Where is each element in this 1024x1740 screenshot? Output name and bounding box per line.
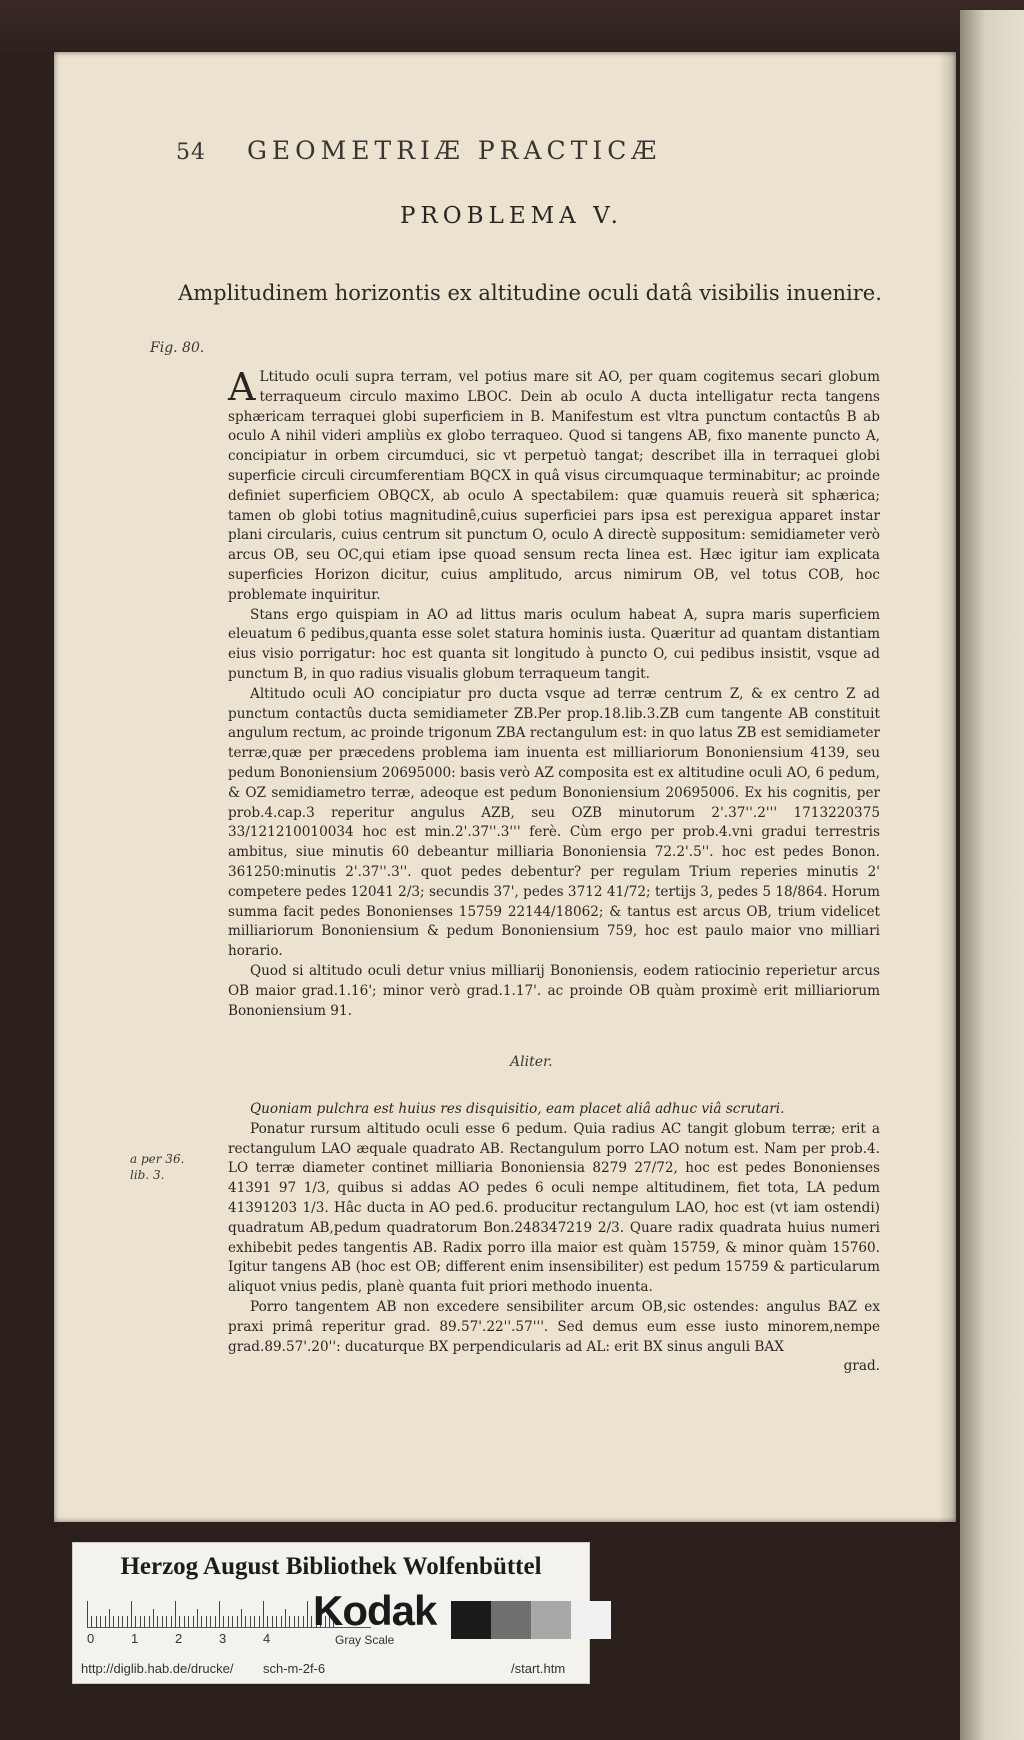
ruler-tick [223,1616,224,1627]
second-text-block [228,1100,880,1377]
ruler-tick [149,1616,150,1627]
ruler-tick [105,1616,106,1627]
scan-background [0,0,1024,60]
ruler-tick [303,1616,304,1627]
ruler-tick [232,1616,233,1627]
margin-reference-a: a per 36. [130,1152,185,1166]
paragraph-1: A Ltitudo oculi supra terram, vel potius mare sit AO, per quam cogitemus secari globum terraqueum circulo maximo LBOC. Dein ab oculo A ducta intelligatur recta tangens sphæricam terraquei globi superficiem in B. Manifestum est vltra punctum contactûs B ab oculo A nihil videri ampliùs ex globo terraqueo. Quod si tangens AB, fixo manente puncto A, concipiatur in orbem circumduci, sic vt perpetuò tangat; describet illa in terraquei globi superficie circuli circumferentiam BQCX in quâ visus circumquaque terminabitur; ac proinde definiet superficiem OBQCX, ab oculo A spectabilem: quæ quamuis reuerà sit sphærica; tamen ob globi totius magnitudinê,cuius superficiei pars ipsa est perexigua apparet instar plani circularis, cuius centrum sit punctum O, oculo A directè suppositum: semidiameter verò arcus OB, seu OC,qui etiam ipse quoad sensum recta linea est. Hæc igitur iam explicata superficies Horizon dicitur, cuius amplitudo, arcus nimirum OB, vel totus COB, hoc problemate inquiritur. [228,365,880,603]
aliter-heading: Aliter. [510,1054,553,1070]
gray-patch-mid [531,1601,571,1639]
library-color-card [72,1542,590,1684]
library-name: Herzog August Bibliothek Wolfenbüttel [120,1553,542,1580]
ruler-tick [245,1616,246,1627]
adjacent-page-edge [960,10,1024,1740]
ruler-number: 0 [87,1631,95,1646]
ruler-tick [131,1601,132,1627]
ruler-number: 2 [175,1631,183,1646]
url-page: /start.htm [511,1661,566,1676]
url-base: http://diglib.hab.de/drucke/ [81,1661,234,1676]
ruler-tick [157,1616,158,1627]
ruler-tick [197,1609,198,1627]
ruler-tick [109,1609,110,1627]
ruler-tick [289,1616,290,1627]
ruler-tick [263,1601,264,1627]
ruler-tick [87,1601,88,1627]
gray-patch-white [571,1601,611,1639]
ruler-tick [153,1609,154,1627]
ruler-tick [201,1616,202,1627]
ruler-tick [285,1609,286,1627]
url-id: sch-m-2f-6 [263,1661,326,1676]
problem-title: PROBLEMA V. [400,203,623,229]
paragraph-7: Porro tangentem AB non excedere sensibiliter arcum OB,sic ostendes: angulus BAZ ex praxi primâ reperitur grad. 89.57'.22''.57'''. Sed demus eum esse iusto minorem,nempe grad.89.57'.20'': ducaturque BX perpendicularis ad AL: erit BX sinus anguli BAX [228,1298,880,1355]
ruler-tick [294,1616,295,1627]
ruler-tick [254,1616,255,1627]
ruler-tick [184,1616,185,1627]
ruler-tick [193,1616,194,1627]
kodak-logo: Kodak [313,1587,437,1634]
ruler-number: 3 [219,1631,227,1646]
ruler-tick [96,1616,97,1627]
ruler-tick [210,1616,211,1627]
paragraph-3: Altitudo oculi AO concipiatur pro ducta vsque ad terræ centrum Z, & ex centro Z ad punctum contactûs ducta semidiameter ZB.Per prop.18.lib.3.ZB cum tangente AB constituit angulum rectum, ac proinde trigonum ZBA rectangulum est: in quo latus ZB est semidiameter terræ,quæ per præcedens problema iam inuenta est milliariorum Bononiensium 4139, seu pedum Bononiensium 20695000: basis verò AZ composita est ex altitudine oculi AO, 6 pedum, & OZ semidiametro terræ, adeoque est pedum Bononiensium 20695006. Ex his cognitis, per prob.4.cap.3 reperitur angulus AZB, seu OZB minutorum 2'.37''.2''' 1713220375 33/121210010034 hoc est min.2'.37''.3''' ferè. Cùm ergo per prob.4.vni gradui terrestris ambitus, siue minutis 60 debeantur milliaria Bononiensia 72.2'.5''. hoc est pedes Bonon. 361250:minutis 2'.37''.3''. quot pedes debentur? per regulam Trium reperies minutis 2' competere pedes 12041 2/3; secundis 37', pedes 3712 41/72; tertijs 3, pedes 5 18/864. Horum summa facit pedes Bononienses 15759 22144/18062; & tantus est arcus OB, trium videlicet milliariorum Bononiensium & pedum Bononiensium 759, hoc est paulo maior vno milliari horario. [228,685,880,960]
paragraph-6: Ponatur rursum altitudo oculi esse 6 pedum. Quia radius AC tangit globum terræ; erit a rectangulum LAO æquale quadrato AB. Rectangulum porro LAO notum est. Nam per prob.4. LO terræ diameter continet milliaria Bononiensia 8279 27/72, hoc est pedes Bononienses 41391 97 1/3, quibus si addas AO pedes 6 oculi nempe altitudinem, fiet tota, LA pedum 41391203 1/3. Hâc ducta in AO ped.6. producitur rectangulum LAO, hoc est (vt iam ostendi) quadratum AB,pedum quadratorum Bon.248347219 2/3. Quare radix quadrata huius numeri exhibebit pedes tangentis AB. Radix porro illa maior est quàm 15759, & minor quàm 15760. Igitur tangens AB (hoc est OB; different enim insensibiliter) est pedum 15759 & particularum aliquot vnius pedis, planè quanta fuit priori methodo inuenta. [228,1120,880,1296]
ruler-tick [122,1616,123,1627]
ruler-tick [91,1616,92,1627]
page-number: 54 [176,140,206,165]
ruler-tick [171,1616,172,1627]
margin-reference-b: lib. 3. [130,1168,165,1182]
ruler-tick [298,1616,299,1627]
section-title: Amplitudinem horizontis ex altitudine oculi datâ visibilis inuenire. [178,281,882,305]
running-title: GEOMETRIÆ PRACTICÆ [246,136,662,165]
ruler-number: 1 [131,1631,139,1646]
figure-reference: Fig. 80. [150,340,205,356]
ruler-tick [241,1609,242,1627]
paragraph-4: Quod si altitudo oculi detur vnius milliarij Bononiensis, eodem ratiocinio reperietur arcus OB maior grad.1.16'; minor verò grad.1.17'. ac proinde OB quàm proximè erit milliariorum Bononiensium 91. [228,962,880,1019]
ruler-tick [219,1601,220,1627]
ruler-tick [135,1616,136,1627]
ruler-tick [179,1616,180,1627]
ruler-tick [307,1601,308,1627]
gray-scale-strip [451,1601,611,1639]
ruler-tick [215,1616,216,1627]
ruler-tick [259,1616,260,1627]
ruler-tick [188,1616,189,1627]
ruler-tick [175,1601,176,1627]
gray-patch-black [451,1601,491,1639]
ruler-tick [272,1616,273,1627]
ruler-tick [267,1616,268,1627]
drop-cap: A [228,365,256,409]
main-text-block [228,365,880,1021]
ruler-tick [206,1616,207,1627]
running-header [176,136,661,165]
gray-patch-dark [491,1601,531,1639]
ruler-tick [113,1616,114,1627]
paragraph-5: Quoniam pulchra est huius res disquisitio, eam placet aliâ adhuc viâ scrutari. [250,1101,785,1117]
gray-scale-label: Gray Scale [335,1633,395,1647]
ruler-tick [118,1616,119,1627]
ruler-number: 4 [263,1631,271,1646]
ruler-tick [100,1616,101,1627]
ruler-tick [228,1616,229,1627]
catchword: grad. [843,1358,880,1375]
ruler-tick [127,1616,128,1627]
ruler-tick [140,1616,141,1627]
ruler-tick [237,1616,238,1627]
ruler-tick [250,1616,251,1627]
ruler-tick [166,1616,167,1627]
ruler-tick [281,1616,282,1627]
paragraph-2: Stans ergo quispiam in AO ad littus maris oculum habeat A, supra maris superficiem eleuatum 6 pedibus,quanta esse solet statura hominis iusta. Quæritur ad quantam distantiam eius visio porrigatur: hoc est quanta sit longitudo à puncto O, cui pedibus insistit, vsque ad punctum B, in quo radius visualis globum terraqueum tangit. [228,606,880,682]
ruler-tick [276,1616,277,1627]
ruler-tick [144,1616,145,1627]
ruler-tick [162,1616,163,1627]
